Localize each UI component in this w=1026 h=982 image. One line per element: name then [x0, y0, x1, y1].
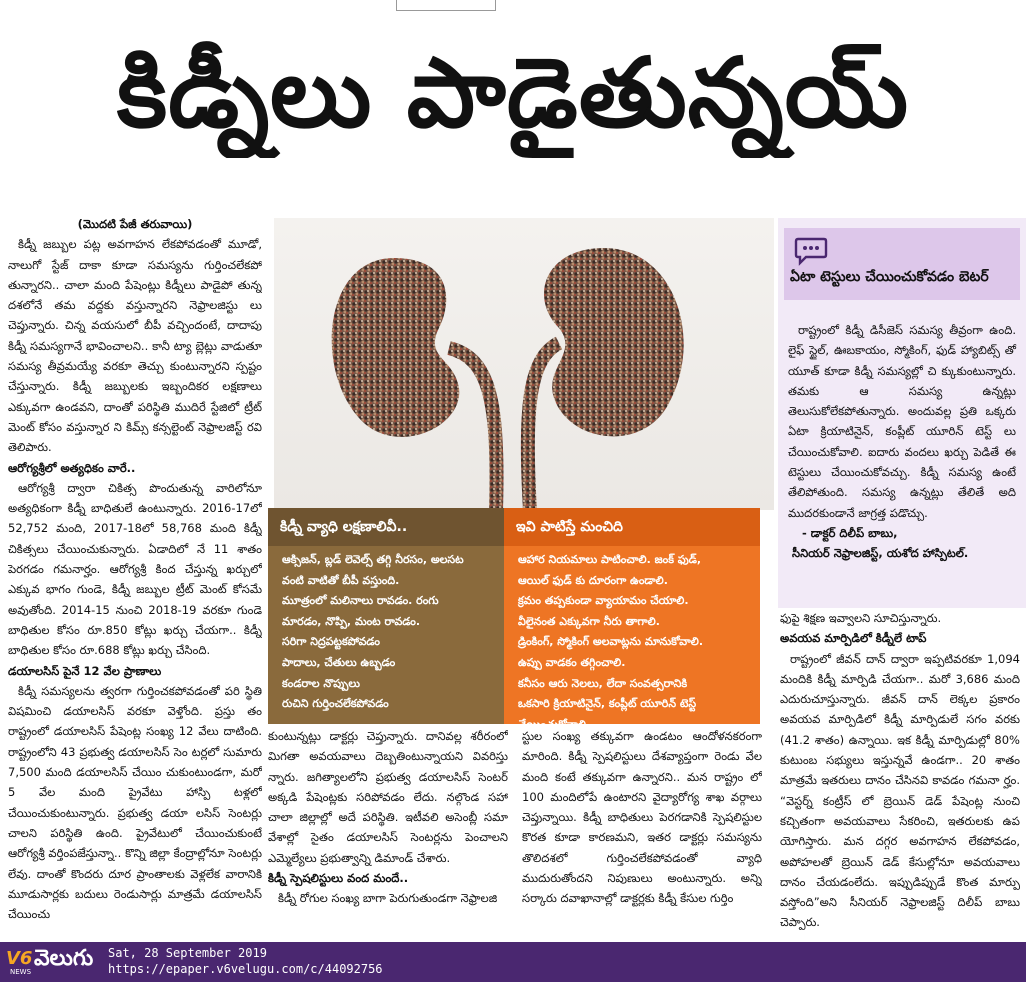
subheading: ఆరోగ్యశ్రీలో అత్యధికం వారే..: [8, 460, 136, 475]
tip-item: డ్రింకింగ్, స్మోకింగ్ అలవాట్లను మానుకోవాలి.: [518, 635, 704, 649]
symptom-item: పాదాలు, చేతులు ఉబ్బడం: [282, 655, 396, 669]
article-paragraph: కిడ్నీ సమస్యలను త్వరగా గుర్తించకపోవడంతో పరి స్థితి విషమించి డయాలసిస్ వరకూ వెళ్తోంది. ప్రస్తు తం రాష్ట్రంలో డయాలసిస్ పేషెంట్ల సంఖ్య 12 వేలు దాటింది. రాష్ట్రంలోని 43 ప్రభుత్వ డయాలసిస్ సెం టర్లలో సుమారు 7,500 మంది డయాలసిస్ చేయిం చుకుంటుండగా, మరో 5 వేల మంది ప్రైవేటు హాస్పి టళ్లలో చేయించుకుంటున్నారు. ప్రభుత్వ డయా లసిస్ సెంటర్లు చాలని పరిస్థితి ఉంది. ప్రైవేటులో చేయించుకుంటే ఆరోగ్యశ్రీ వర్తింపజేస్తున్నా.. కొన్ని జిల్లా కేంద్రాల్లోనూ సెంటర్లు లేవు. దాంతో కొందరు దూర ప్రాంతాలకు వెళ్లలేక వారానికి మూడుసార్లకు బదులు రెండుసార్లు మాత్రమే డయాలసిస్ చేయించు: [8, 683, 262, 922]
article-paragraph: కిడ్నీ జబ్బుల పట్ల అవగాహన లేకపోవడంతో మూడో, నాలుగో స్టేజ్ దాకా కూడా సమస్యను గుర్తించలేకపో తున్నారని.. చాలా మంది పేషెంట్లు కిడ్నీలు పాడైపో తున్న దశలోనే తమ వద్దకు వస్తున్నారని నెఫ్రాలజిస్టు లు చెప్తున్నారు. చిన్న వయసులో బీపీ వచ్చిందంటే, దాదాపు కిడ్నీ సమస్యగానే భావించాలని.. కానీ ట్యా బ్లెట్లు వాడుతూ సమస్య తీవ్రమయ్యే వరకూ తెచ్చు కుంటున్నారని స్పష్టం చేస్తున్నారు. కిడ్నీ జబ్బులకు ఇబ్బందికర లక్షణాలు ఎక్కువగా ఉండవని, దాంతో పరిస్థితి ముదిరే స్టేజిలో ట్రీట్ మెంట్ కోసం వస్తున్నార ని కిమ్స్ కన్సల్టెంట్ నెఫ్రాలజిస్ట్ రవి తెలిపారు.: [8, 237, 262, 455]
tip-item: ఒకసారి క్రియాటినైన్, కంప్లీట్ యూరిన్ టెస్ట్: [518, 697, 697, 711]
subheading: అవయవ మార్పిడిలో కిడ్నీలే టాప్: [780, 631, 927, 646]
sidebar-body: [788, 320, 1016, 564]
tip-item: చేయించుకోవాలి.: [518, 717, 591, 731]
sidebar-title: ఏటా టెస్టులు చేయించుకోవడం బెటర్: [790, 269, 989, 285]
credit-role: సీనియర్ నెఫ్రాలజిస్ట్, యశోద హాస్పిటల్.: [792, 546, 969, 561]
subheading: డయాలసిస్ పైనే 12 వేల ప్రాణాలు: [8, 663, 162, 678]
logo-v6: V6: [6, 948, 33, 969]
tip-item: కనీసం ఆరు నెలలు, లేదా సంవత్సరానికి: [518, 676, 688, 690]
column-1: [8, 214, 262, 940]
symptoms-list: [268, 546, 504, 719]
sidebar-paragraph: రాష్ట్రంలో కిడ్నీ డిసీజెస్ సమస్య తీవ్రంగా ఉంది. లైఫ్ స్టైల్, ఊబకాయం, స్మోకింగ్, ఫుడ్ హ్యాబిట్స్ తో యూత్ కూడా కిడ్నీ సమస్యల్లో చి క్కుకుంటున్నారు. తమకు ఆ సమస్య ఉన్నట్లు తెలుసుకోలేకపోతున్నారు. అందువల్ల ప్రతి ఒక్కరు ఏటా క్రియాటినైన్, కంప్లీట్ యూరిన్ టెస్ట్ లు చేయించుకోవాలి. ఐదారు వందలు ఖర్చు పెడితే ఈ టెస్టులు చేయించుకోవచ్చు. కిడ్నీ సమస్య ఉంటే తేలిపోతుంది. సమస్య ఉన్నట్లు తేలితే అది ముదరకుండానే జాగ్రత్త పడొచ్చు.: [788, 323, 1016, 520]
footer-meta: [108, 945, 383, 977]
sidebar-header: [784, 228, 1020, 300]
subheading: కిడ్నీ స్పెషలిస్టులు వంద మందే..: [268, 871, 409, 886]
column-4: [780, 608, 1020, 940]
symptom-item: వంటి వాటితో బీపీ వస్తుంది.: [282, 573, 400, 587]
tip-item: ఉప్పు వాడకం తగ్గించాలి.: [518, 655, 626, 669]
tips-list: [504, 546, 760, 739]
v6-velugu-logo: [6, 944, 102, 980]
tip-item: ఆయిల్ ఫుడ్ కు దూరంగా ఉండాలి.: [518, 573, 668, 587]
symptom-item: ఆక్సిజన్, బ్లడ్ లెవెల్స్ తగ్గి నీరసం, అలసట: [282, 553, 464, 566]
article-paragraph: రాష్ట్రంలో జీవన్ దాన్ ద్వారా ఇప్పటివరకూ 1,094 మందికి కిడ్నీ మార్పిడి చేయగా.. మరో 3,686 మంది ఎదురుచూస్తున్నారు. జీవన్ దాన్ లెక్కల ప్రకారం అవయవ మార్పిడిలో కిడ్నీ మార్పిడులే సగం వరకు (41.2 శాతం) ఉన్నాయి. ఇక కిడ్నీ మార్పిడుల్లో 80% కుటుంబ సభ్యులు ఇస్తున్నవే ఉండగా.. 20 శాతం మాత్రమే ఇతరులు దానం చేసినవి కావడం గమనా ర్హం. “వెస్టర్న్ కంట్రీస్ లో బ్రెయిన్ డెడ్ పేషెంట్ల నుంచి కచ్చితంగా అవయవాలు సేకరించి, ఇతరులకు ఉప యోగిస్తారు. మన దగ్గర అవగాహన లేకపోవడం, అపోహలతో బ్రెయిన్ డెడ్ కేసుల్లోనూ అవయవాలు దానం చేయడంలేదు. ఇప్పుడిప్పుడే కొంత మార్పు వస్తోంది”అని సీనియర్ నెఫ్రాలజిస్ట్ దిలీప్ బాబు చెప్పారు.: [780, 651, 1020, 930]
column-2: [268, 726, 508, 940]
headline: కిడ్నీలు పాడైతున్నయ్: [116, 37, 910, 149]
article-paragraph: స్టుల సంఖ్య తక్కువగా ఉండటం ఆందోళనకరంగా మారింది. కిడ్నీ స్పెషలిస్టులు దేశవ్యాప్తంగా రెండు వేల మంది కంటే తక్కువగా ఉన్నారని.. మన రాష్ట్రం లో 100 మందిలోపే ఉంటారని వైద్యారోగ్య శాఖ వర్గాలు చెప్తున్నాయి. కిడ్నీ బాధితులు పెరగడానికి స్పెషలిస్టుల కొరత కూడా కారణమని, ఇతర డాక్టర్లు సమస్యను తొలిదశలో గుర్తించలేకపోవడంతో వ్యాధి ముదురుతోందని నిపుణులు అంటున్నారు. అన్ని సర్కారు దవాఖానాల్లో డాక్టర్లకు కిడ్నీ కేసుల గుర్తిం: [522, 729, 762, 906]
credit-name: - డాక్టర్ దిలీప్ బాబు,: [802, 525, 898, 540]
expert-sidebar: [778, 218, 1026, 608]
kidney-crowd-photo: [274, 218, 774, 510]
continued-label: (మొదటి పేజీ తరువాయి): [77, 217, 193, 231]
symptoms-title: కిడ్నీ వ్యాధి లక్షణాలివీ..: [268, 508, 504, 546]
article-paragraph: ఫుపై శిక్షణ ఇవ్వాలని సూచిస్తున్నారు.: [780, 611, 942, 625]
symptom-item: మారడం, నొప్పి, మంట రావడం.: [282, 614, 420, 628]
article-paragraph: కిడ్నీ రోగుల సంఖ్య బాగా పెరుగుతుండగా నెఫ్రాలజి: [278, 891, 498, 906]
article-paragraph: కుంటున్నట్లు డాక్టర్లు చెప్తున్నారు. దానివల్ల శరీరంలో మిగతా అవయవాలు దెబ్బతింటున్నాయని వివరిస్తు న్నారు. జగిత్యాలలోని ప్రభుత్వ డయాలసిస్ సెంటర్ అక్కడి పేషెంట్లకు సరిపోవడం లేదు. నల్గొండ సహా చాలా జిల్లాల్లో అదే పరిస్థితి. ఇటీవలి అసెంబ్లీ సమా వేశాల్లో సైతం డయాలసిస్ సెంటర్లను పెంచాలని ఎమ్మెల్యేలు ప్రభుత్వాన్ని డిమాండ్ చేశారు.: [268, 729, 508, 865]
symptom-item: కండరాల నొప్పులు: [282, 676, 360, 690]
top-frame: [396, 0, 496, 11]
speech-bubble-icon: [794, 236, 828, 266]
tip-item: వీలైనంత ఎక్కువగా నీరు తాగాలి.: [518, 614, 660, 628]
article-paragraph: ఆరోగ్యశ్రీ ద్వారా చికిత్స పొందుతున్న వారిలోనూ అత్యధికంగా కిడ్నీ బాధితులే ఉంటున్నారు. 2016-17లో 52,752 మంది, 2017-18లో 58,768 మంది కిడ్నీ చికిత్సలు చేయించుకున్నారు. ఏడాదిలో నే 11 శాతం పెరగడం గమనార్హం. ఆరోగ్యశ్రీ కింద చేస్తున్న ఖర్చులో ఎక్కువ భాగం గుండె, కిడ్నీ జబ్బుల ట్రీట్ మెంట్ కోసమే అవుతోంది. 2014-15 నుంచి 2018-19 వరకూ గుండె బాధితుల కోసం రూ.850 కోట్లు ఖర్చు చేయగా.. కిడ్నీ బాధితుల కోసం రూ.688 కోట్లు ఖర్చు చేసింది.: [8, 480, 262, 658]
tip-item: ఆహార నియమాలు పాటించాలి. జంక్ ఫుడ్,: [518, 553, 702, 566]
edition-date: Sat, 28 September 2019: [108, 946, 267, 960]
tips-title: ఇవి పాటిస్తే మంచిది: [504, 508, 760, 546]
symptom-item: రుచిని గుర్తించలేకపోవడం: [282, 697, 389, 711]
column-3: [522, 726, 762, 940]
footer-bar: [0, 942, 1026, 982]
epaper-url[interactable]: https://epaper.v6velugu.com/c/44092756: [108, 962, 383, 976]
logo-velugu: వెలుగు: [34, 946, 94, 971]
tips-box: [504, 508, 760, 731]
symptoms-box: [268, 508, 504, 724]
logo-news: NEWS: [10, 968, 32, 976]
symptom-item: సరిగా నిద్రపట్టకపోవడం: [282, 635, 380, 649]
tip-item: క్రమం తప్పకుండా వ్యాయామం చేయాలి.: [518, 594, 689, 608]
symptom-item: మూత్రంలో మలినాలు రావడం. రంగు: [282, 594, 439, 608]
kidney-illustration: [274, 218, 774, 510]
